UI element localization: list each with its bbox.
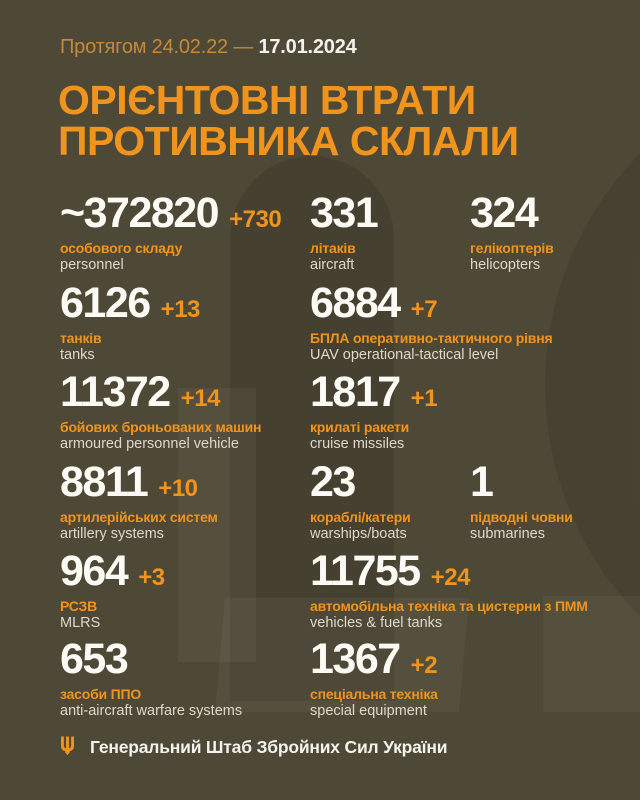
stat-label-uk: підводні човни [470, 509, 573, 525]
stat-aircraft [310, 189, 480, 274]
title-line1: ОРІЄНТОВНІ ВТРАТИ [58, 77, 476, 123]
stat-label-uk: танків [60, 330, 102, 346]
stat-helicopters [470, 189, 640, 274]
stat-label-uk: бойових броньованих машин [60, 419, 262, 435]
stat-value: 964 [60, 547, 128, 595]
stat-personnel [60, 189, 310, 274]
stat-submarines [470, 458, 640, 543]
stat-value: ~372820 [60, 189, 219, 237]
stat-tanks [60, 279, 310, 364]
stat-label-uk: РСЗВ [60, 598, 97, 614]
stat-delta: +3 [138, 564, 165, 591]
stat-artillery [60, 458, 310, 543]
period-date: 17.01.2024 [258, 36, 357, 58]
footer [59, 736, 447, 758]
stat-value: 653 [60, 635, 128, 683]
footer-org-name: Генеральний Штаб Збройних Сил України [90, 736, 448, 757]
stat-value: 1 [470, 458, 493, 506]
stat-label-uk: спеціальна техніка [310, 686, 438, 702]
stat-label-en: special equipment [310, 703, 427, 719]
stat-label-en: personnel [60, 257, 124, 273]
stat-label-en: aircraft [310, 257, 355, 273]
stat-label-uk: артилерійських систем [60, 509, 218, 525]
stat-label-uk: особового складу [60, 240, 183, 256]
stat-vehicles-fuel-tanks [310, 547, 640, 632]
stat-delta: +2 [410, 652, 438, 679]
stat-label-uk: літаків [310, 240, 356, 256]
title-line2: ПРОТИВНИКА СКЛАЛИ [58, 118, 519, 164]
stat-label-en: submarines [470, 526, 545, 542]
trident-icon [59, 736, 76, 758]
stat-mlrs [60, 547, 310, 632]
stat-value: 11372 [60, 368, 170, 416]
stat-value: 1367 [310, 635, 400, 683]
stat-label-en: tanks [60, 347, 95, 363]
stat-label-en: MLRS [60, 615, 101, 631]
stat-label-uk: гелікоптерів [470, 240, 554, 256]
stat-delta: +24 [430, 564, 470, 591]
stat-value: 324 [470, 189, 538, 237]
stat-label-uk: засоби ППО [60, 686, 142, 702]
period-prefix: Протягом 24.02.22 — [60, 36, 254, 58]
stat-delta: +14 [180, 385, 220, 412]
stat-value: 6126 [60, 279, 150, 327]
stat-value: 6884 [310, 279, 400, 327]
stat-label-en: helicopters [470, 257, 541, 273]
stat-label-en: warships/boats [310, 526, 407, 542]
stat-label-en: vehicles & fuel tanks [310, 615, 443, 631]
stat-delta: +730 [229, 206, 282, 233]
stat-delta: +13 [160, 296, 200, 323]
stat-label-en: UAV operational-tactical level [310, 347, 499, 363]
stat-label-uk: кораблі/катери [310, 509, 411, 525]
stat-value: 23 [310, 458, 355, 506]
stat-delta: +7 [410, 296, 438, 323]
stat-label-uk: автомобільна техніка та цистерни з ПММ [310, 598, 588, 614]
stat-anti-aircraft [60, 635, 310, 720]
stat-label-en: anti-aircraft warfare systems [60, 703, 243, 719]
stat-value: 11755 [310, 547, 420, 595]
stat-delta: +10 [158, 475, 198, 502]
stat-label-en: armoured personnel vehicle [60, 436, 239, 452]
stat-warships [310, 458, 480, 543]
stat-cruise-missiles [310, 368, 640, 453]
stat-label-en: cruise missiles [310, 436, 405, 452]
stat-value: 331 [310, 189, 378, 237]
stat-uav [310, 279, 640, 364]
stat-value: 8811 [60, 458, 148, 506]
stat-label-uk: крилаті ракети [310, 419, 410, 435]
stat-delta: +1 [410, 385, 438, 412]
stat-value: 1817 [310, 368, 400, 416]
stat-armoured-vehicles [60, 368, 310, 453]
stat-label-uk: БПЛА оперативно-тактичного рівня [310, 330, 553, 346]
stat-special-equipment [310, 635, 640, 720]
period-label [60, 36, 357, 59]
page-title [58, 77, 519, 164]
stat-label-en: artillery systems [60, 526, 164, 542]
